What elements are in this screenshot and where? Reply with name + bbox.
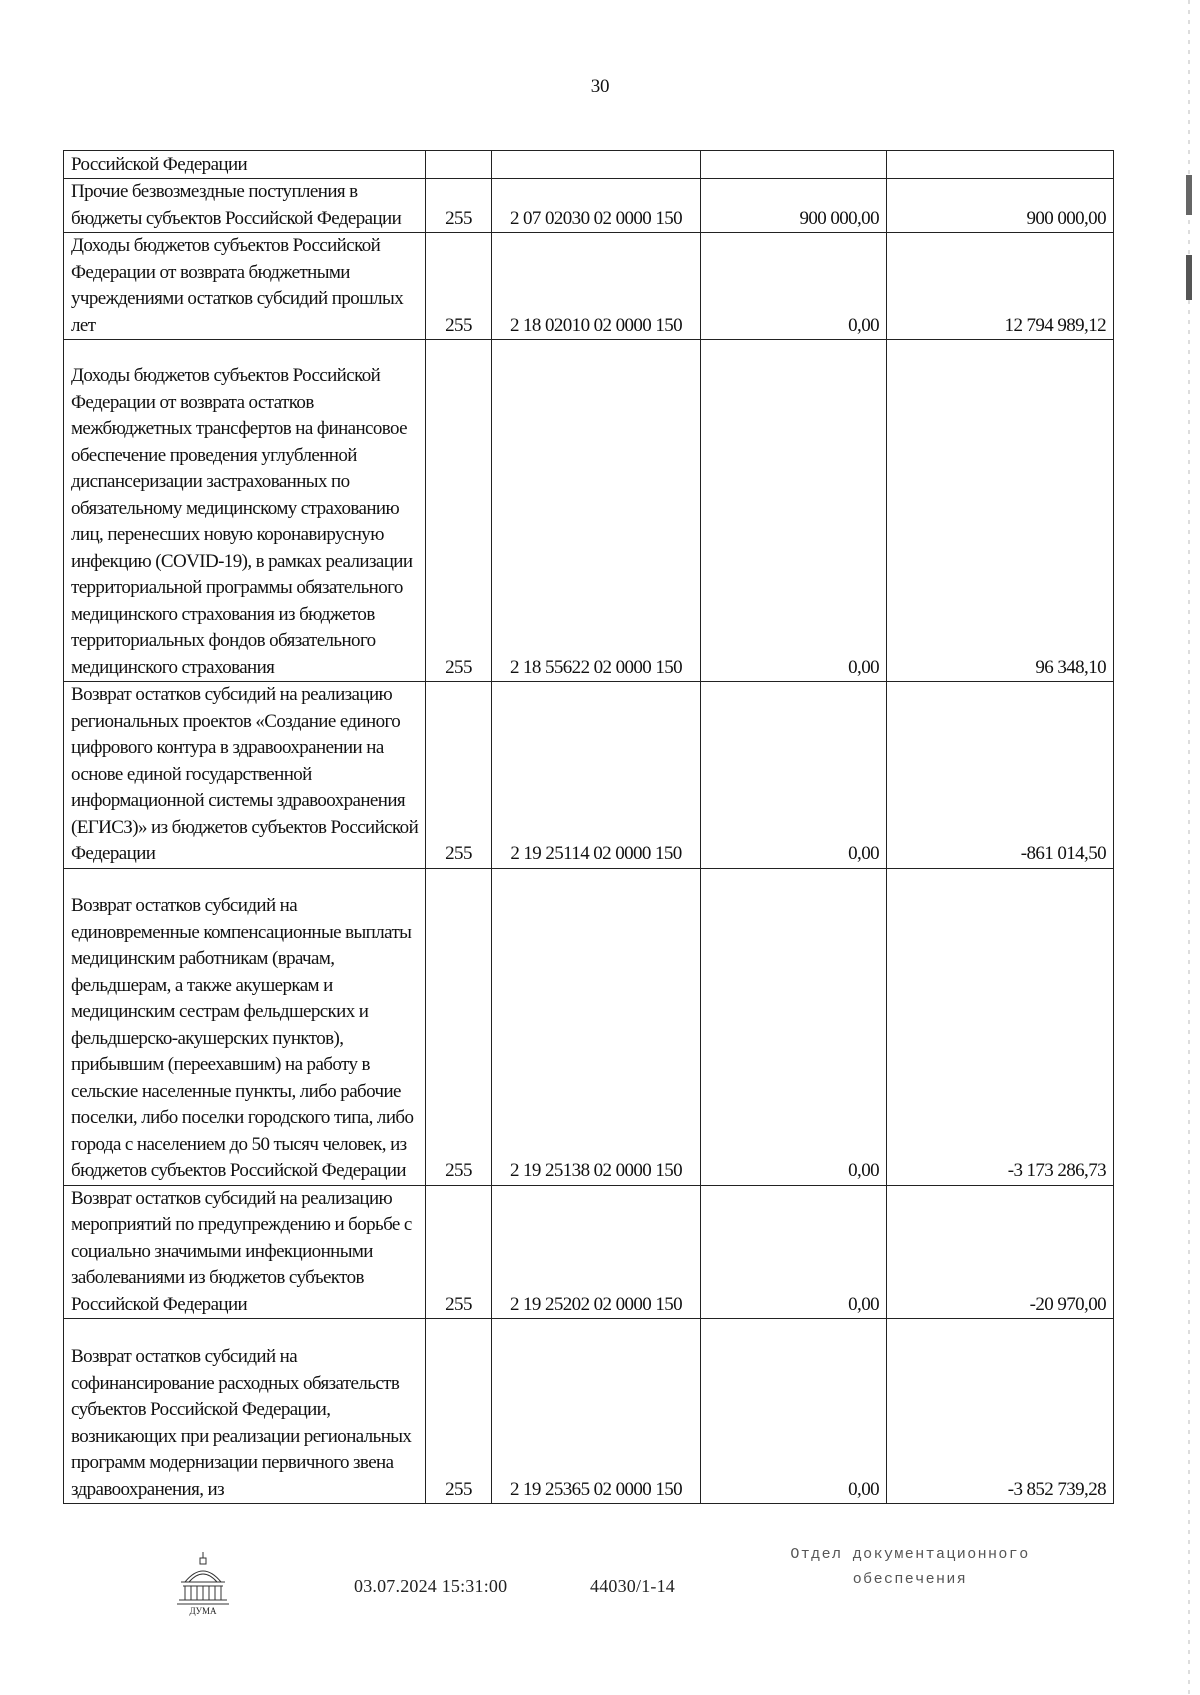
row-name: Возврат остатков субсидий на реализацию мероприятий по предупреждению и борьбе с социально значимыми инфекционными заболеваниями из бюджетов субъектов Российской Федерации <box>64 1185 426 1319</box>
row-admin-code: 255 <box>426 1319 492 1504</box>
scan-edge-artifact <box>1186 0 1192 1695</box>
row-plan-value <box>701 151 887 179</box>
budget-table-body <box>64 151 1114 1504</box>
row-plan-value: 0,00 <box>701 682 887 869</box>
row-fact-value: 96 348,10 <box>887 340 1114 682</box>
row-budget-code: 2 07 02030 02 0000 150 <box>492 179 701 233</box>
row-budget-code: 2 19 25365 02 0000 150 <box>492 1319 701 1504</box>
duma-building-logo <box>175 1548 231 1620</box>
row-fact-value: -3 173 286,73 <box>887 868 1114 1185</box>
row-name: Российской Федерации <box>64 151 426 179</box>
row-name: Возврат остатков субсидий на реализацию региональных проектов «Создание единого цифрового контура в здравоохранении на основе единой государственной информационной системы здравоохранения (ЕГИСЗ)» из бюджетов субъектов Российской Федерации <box>64 682 426 869</box>
row-name: Возврат остатков субсидий на софинансирование расходных обязательств субъектов Российской Федерации, возникающих при реализации региональных программ модернизации первичного звена здравоохранения, из <box>64 1319 426 1504</box>
row-admin-code: 255 <box>426 340 492 682</box>
row-fact-value: 900 000,00 <box>887 179 1114 233</box>
row-plan-value: 0,00 <box>701 1319 887 1504</box>
row-budget-code: 2 19 25202 02 0000 150 <box>492 1185 701 1319</box>
row-plan-value: 0,00 <box>701 868 887 1185</box>
row-name: Доходы бюджетов субъектов Российской Федерации от возврата остатков межбюджетных трансфертов на финансовое обеспечение проведения углубленной диспансеризации застрахованных по обязательному медицинскому страхованию лиц, перенесших новую коронавирусную инфекцию (COVID-19), в рамках реализации территориальной программы обязательного медицинского страхования из бюджетов территориальных фондов обязательного медицинского страхования <box>64 340 426 682</box>
row-plan-value: 0,00 <box>701 233 887 340</box>
row-admin-code: 255 <box>426 868 492 1185</box>
table-row <box>64 1185 1114 1319</box>
row-budget-code: 2 18 02010 02 0000 150 <box>492 233 701 340</box>
row-fact-value: -861 014,50 <box>887 682 1114 869</box>
stamp-registration-number: 44030/1-14 <box>590 1576 675 1596</box>
table-row <box>64 682 1114 869</box>
row-budget-code <box>492 151 701 179</box>
table-row <box>64 179 1114 233</box>
row-budget-code: 2 19 25138 02 0000 150 <box>492 868 701 1185</box>
row-plan-value: 900 000,00 <box>701 179 887 233</box>
row-admin-code: 255 <box>426 1185 492 1319</box>
page-number: 30 <box>590 76 610 97</box>
row-admin-code <box>426 151 492 179</box>
department-stamp-line2: обеспечения <box>852 1571 968 1588</box>
row-name: Возврат остатков субсидий на единовременные компенсационные выплаты медицинским работникам (врачам, фельдшерам, а также акушеркам и медицинским сестрам фельдшерских и фельдшерско-акушерских пунктов), прибывшим (переехавшим) на работу в сельские населенные пункты, либо рабочие поселки, либо поселки городского типа, либо города с населением до 50 тысяч человек, из бюджетов субъектов Российской Федерации <box>64 868 426 1185</box>
row-budget-code: 2 19 25114 02 0000 150 <box>492 682 701 869</box>
row-plan-value: 0,00 <box>701 1185 887 1319</box>
row-admin-code: 255 <box>426 179 492 233</box>
row-admin-code: 255 <box>426 682 492 869</box>
row-plan-value: 0,00 <box>701 340 887 682</box>
row-fact-value <box>887 151 1114 179</box>
row-name: Доходы бюджетов субъектов Российской Федерации от возврата бюджетными учреждениями остатков субсидий прошлых лет <box>64 233 426 340</box>
row-fact-value: -20 970,00 <box>887 1185 1114 1319</box>
table-row <box>64 233 1114 340</box>
stamp-datetime: 03.07.2024 15:31:00 <box>354 1576 508 1596</box>
row-admin-code: 255 <box>426 233 492 340</box>
row-budget-code: 2 18 55622 02 0000 150 <box>492 340 701 682</box>
row-name: Прочие безвозмездные поступления в бюджеты субъектов Российской Федерации <box>64 179 426 233</box>
department-stamp-line1: Отдел документационного <box>790 1546 1030 1563</box>
budget-table <box>63 150 1114 1504</box>
row-fact-value: -3 852 739,28 <box>887 1319 1114 1504</box>
department-stamp <box>762 1542 1058 1592</box>
row-fact-value: 12 794 989,12 <box>887 233 1114 340</box>
table-row <box>64 151 1114 179</box>
table-row <box>64 868 1114 1185</box>
logo-text: ДУМА <box>189 1606 217 1616</box>
table-row <box>64 1319 1114 1504</box>
table-row <box>64 340 1114 682</box>
